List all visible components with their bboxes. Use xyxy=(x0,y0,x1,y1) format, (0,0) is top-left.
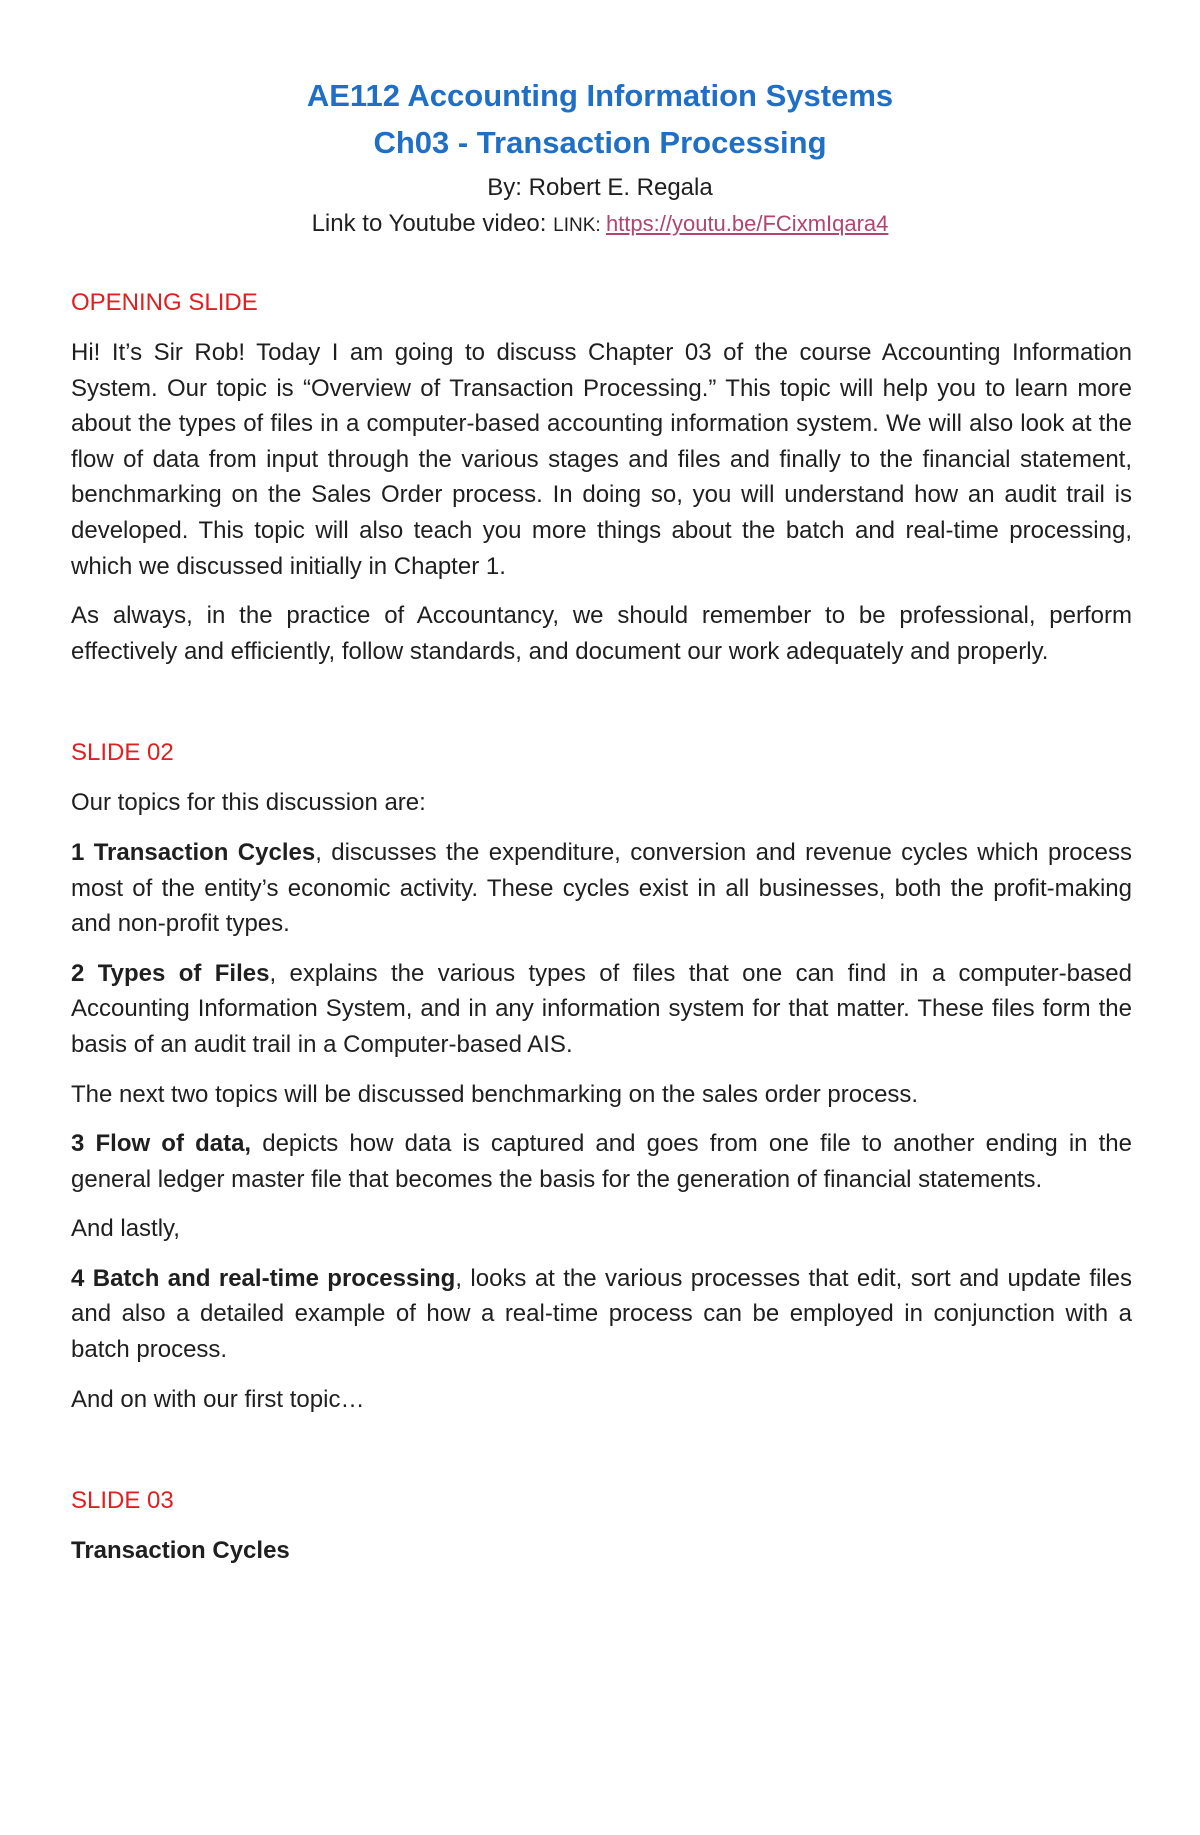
topic-item-2-title: 2 Types of Files xyxy=(71,959,270,987)
topic-item-4 xyxy=(71,1261,1132,1368)
topic-item-1-text: , discusses the expenditure, conversion and revenue cycles which process most of the entity’s economic activity. These cycles exist in all businesses, both the profit-making and non-profit types. xyxy=(71,838,1133,938)
topic-item-2-text: , explains the various types of files that one can find in a computer-based Accounting Information System, and in any information system for that matter. These files form the basis of an audit trail in a Computer-based AIS. xyxy=(71,959,1132,1058)
topic-item-4-text: , looks at the various processes that edit, sort and update files and also a detailed example of how a real-time process can be employed in conjunction with a batch process. xyxy=(71,1264,1132,1364)
slide-02-label: SLIDE 02 xyxy=(71,739,174,767)
closing-line: And on with our first topic… xyxy=(71,1385,365,1413)
topic-item-1 xyxy=(71,835,1132,942)
video-link-line xyxy=(0,206,1200,244)
topic-item-4-title: 4 Batch and real-time processing xyxy=(71,1264,456,1292)
topic-item-2 xyxy=(71,956,1132,1063)
title-line-1: AE112 Accounting Information Systems xyxy=(306,78,894,113)
topic-item-1-title: 1 Transaction Cycles xyxy=(71,838,316,866)
slide-03-label: SLIDE 03 xyxy=(71,1487,174,1515)
author-byline: By: Robert E. Regala xyxy=(487,174,713,201)
document-body xyxy=(71,285,1132,1583)
topic-item-3-title: 3 Flow of data, xyxy=(71,1130,252,1158)
next-two-topics-note: The next two topics will be discussed benchmarking on the sales order process. xyxy=(71,1080,919,1108)
title-line-2: Ch03 - Transaction Processing xyxy=(373,125,827,160)
opening-slide-label: OPENING SLIDE xyxy=(71,289,258,316)
section-spacer xyxy=(71,1431,1132,1483)
topic-item-3-text: depicts how data is captured and goes from one file to another ending in the general ledger master file that becomes the basis for the generation of financial statements. xyxy=(71,1130,1132,1193)
slide-03-heading-text: Transaction Cycles xyxy=(71,1537,290,1565)
opening-paragraph-2: As always, in the practice of Accountancy, we should remember to be professional, perform effectively and efficiently, follow standards, and document our work adequately and properly. xyxy=(71,602,1132,665)
video-link-prefix: Link to Youtube video: xyxy=(311,210,554,237)
slide-03-heading xyxy=(71,1533,1132,1569)
topic-item-3 xyxy=(71,1126,1132,1197)
video-link-label: LINK: xyxy=(553,215,606,236)
slide-02-intro: Our topics for this discussion are: xyxy=(71,789,426,817)
section-spacer xyxy=(71,683,1132,735)
opening-paragraph-1: Hi! It’s Sir Rob! Today I am going to discuss Chapter 03 of the course Accounting Information System. Our topic is “Overview of Transaction Processing.” This topic will help you to learn more about the types of files in a computer-based accounting information system. We will also look at the flow of data from input through the various stages and files and finally to the financial statement, benchmarking on the Sales Order process. In doing so, you will understand how an audit trail is developed. This topic will also teach you more things about the batch and real-time processing, which we discussed initially in Chapter 1. xyxy=(71,339,1132,580)
document-header xyxy=(0,72,1200,244)
and-lastly-text: And lastly, xyxy=(71,1215,180,1243)
youtube-link[interactable]: https://youtu.be/FCixmIqara4 xyxy=(605,211,889,236)
